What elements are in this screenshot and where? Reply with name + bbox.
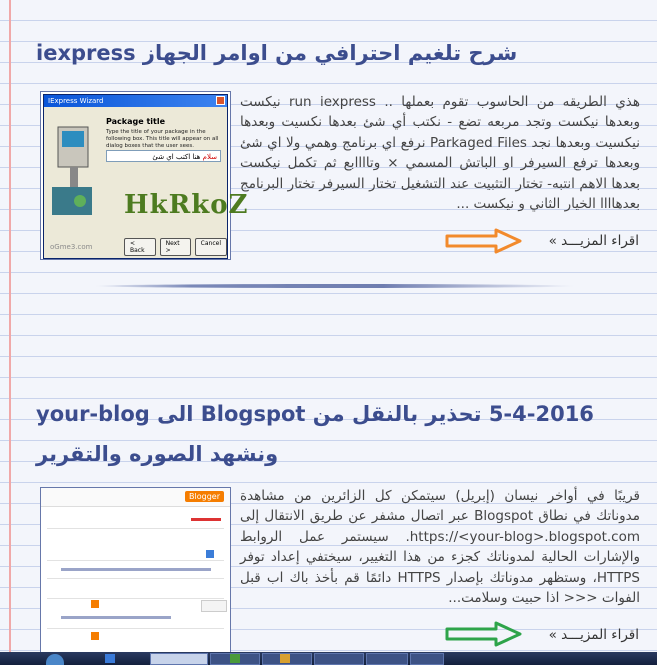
package-title-input [106, 150, 221, 162]
post-1 [36, 33, 644, 73]
thumb-line [47, 528, 224, 529]
taskbar-item-active[interactable] [150, 653, 208, 665]
settings-icon [91, 600, 99, 608]
post-2-title-line-2[interactable]: ونشهد الصوره والتقرير [36, 442, 279, 466]
cancel-button: Cancel [195, 238, 227, 256]
notebook-margin-line [9, 0, 11, 652]
watermark-text: HkRkoZ [124, 190, 249, 220]
post-1-read-more-link[interactable]: اقراء المزيـــد » [548, 233, 639, 249]
taskbar-item[interactable] [366, 653, 408, 665]
thumb-line [47, 560, 224, 561]
thumb-line [47, 628, 224, 629]
orange-arrow-icon [444, 227, 524, 255]
green-arrow-icon [444, 620, 524, 648]
taskbar-item[interactable] [410, 653, 444, 665]
wizard-buttons [124, 238, 227, 256]
app-icon [230, 654, 240, 663]
post-1-title[interactable]: شرح تلغيم احترافي من اوامر الجهاز iexpress [36, 41, 518, 65]
package-title-description: Type the title of your package in the following box. This title will appear on all dialog boxes that the user sees. [106, 129, 219, 149]
taskbar-item[interactable] [314, 653, 364, 665]
post-1-thumbnail[interactable] [40, 91, 249, 260]
browser-icon[interactable] [105, 654, 115, 663]
thumb-button-image [201, 600, 227, 612]
thumb-line [47, 578, 224, 579]
close-icon [216, 96, 225, 105]
folder-icon [280, 654, 290, 663]
post-1-excerpt: هذي الطريقه من الحاسوب تقوم بعملها .. run iexpress نيكست وبعدها نيكست وتجد مربعه تضع - نكتب أي شئ بعدها نكسيت وبعدها نيكسيت وبعدها نجد Parkaged Files نرفع اي برنامج وهمي ولا اي شئ وبعدها ترفع السيرفر او الباتش المسمي × وتاااابع ثم تكمل نيكست بعدها الاهم انتبه- تختار التثبيت عند التشغيل تختار السيرفر تختار البرنامج بعدهاااا الخيار الثاني و نيكست ... [240, 94, 640, 213]
post-2-excerpt: قريبًا في أواخر نيسان (إبريل) سيتمكن كل الزائرين من مشاهدة مدوناتك في نطاق Blogspot عبر اتصال مشفر عن طريق الانتقال إلى https://<your-blog>.blogspot.com. سيستمر عمل الروابط والإشارات الحالية لمدوناتك كجزء من هذا التغيير، سيختفي إعداد توفر HTTPS، وستظهر مدوناتك بإصدار HTTPS دائمًا قم بأخذ باك اب قبل الفوات <<< اذا حبيت وسلامت... [240, 488, 640, 607]
blogger-logo: Blogger [185, 491, 224, 502]
post-2-read-more-link[interactable]: اقراء المزيـــد » [548, 627, 639, 643]
credit-text: oGme3.com [50, 243, 93, 251]
thumb-link-image [61, 568, 211, 571]
post-2 [36, 394, 644, 474]
next-button: Next > [160, 238, 191, 256]
installer-computer-icon [50, 117, 102, 227]
toggle-icon [206, 550, 214, 558]
thumb-red-text-image [191, 518, 221, 521]
post-2-title-line-1[interactable]: 5-4-2016 تحذير بالنقل من Blogspot الى your-blog [36, 402, 594, 426]
window-title: IExpress Wizard [44, 95, 227, 107]
iexpress-window-image [43, 94, 249, 259]
thumb-link-image [61, 616, 171, 619]
start-button-icon[interactable] [46, 654, 64, 665]
input-text: هنا اكتب اي شئ [152, 153, 201, 161]
back-button: < Back [124, 238, 156, 256]
package-title-heading: Package title [106, 117, 166, 126]
post-2-thumbnail[interactable] [40, 487, 231, 657]
post-divider [95, 284, 575, 288]
taskbar [0, 652, 657, 665]
blogger-header-image [41, 488, 230, 507]
input-highlight: سلام [202, 153, 217, 161]
settings-icon [91, 632, 99, 640]
thumb-line [47, 598, 224, 599]
